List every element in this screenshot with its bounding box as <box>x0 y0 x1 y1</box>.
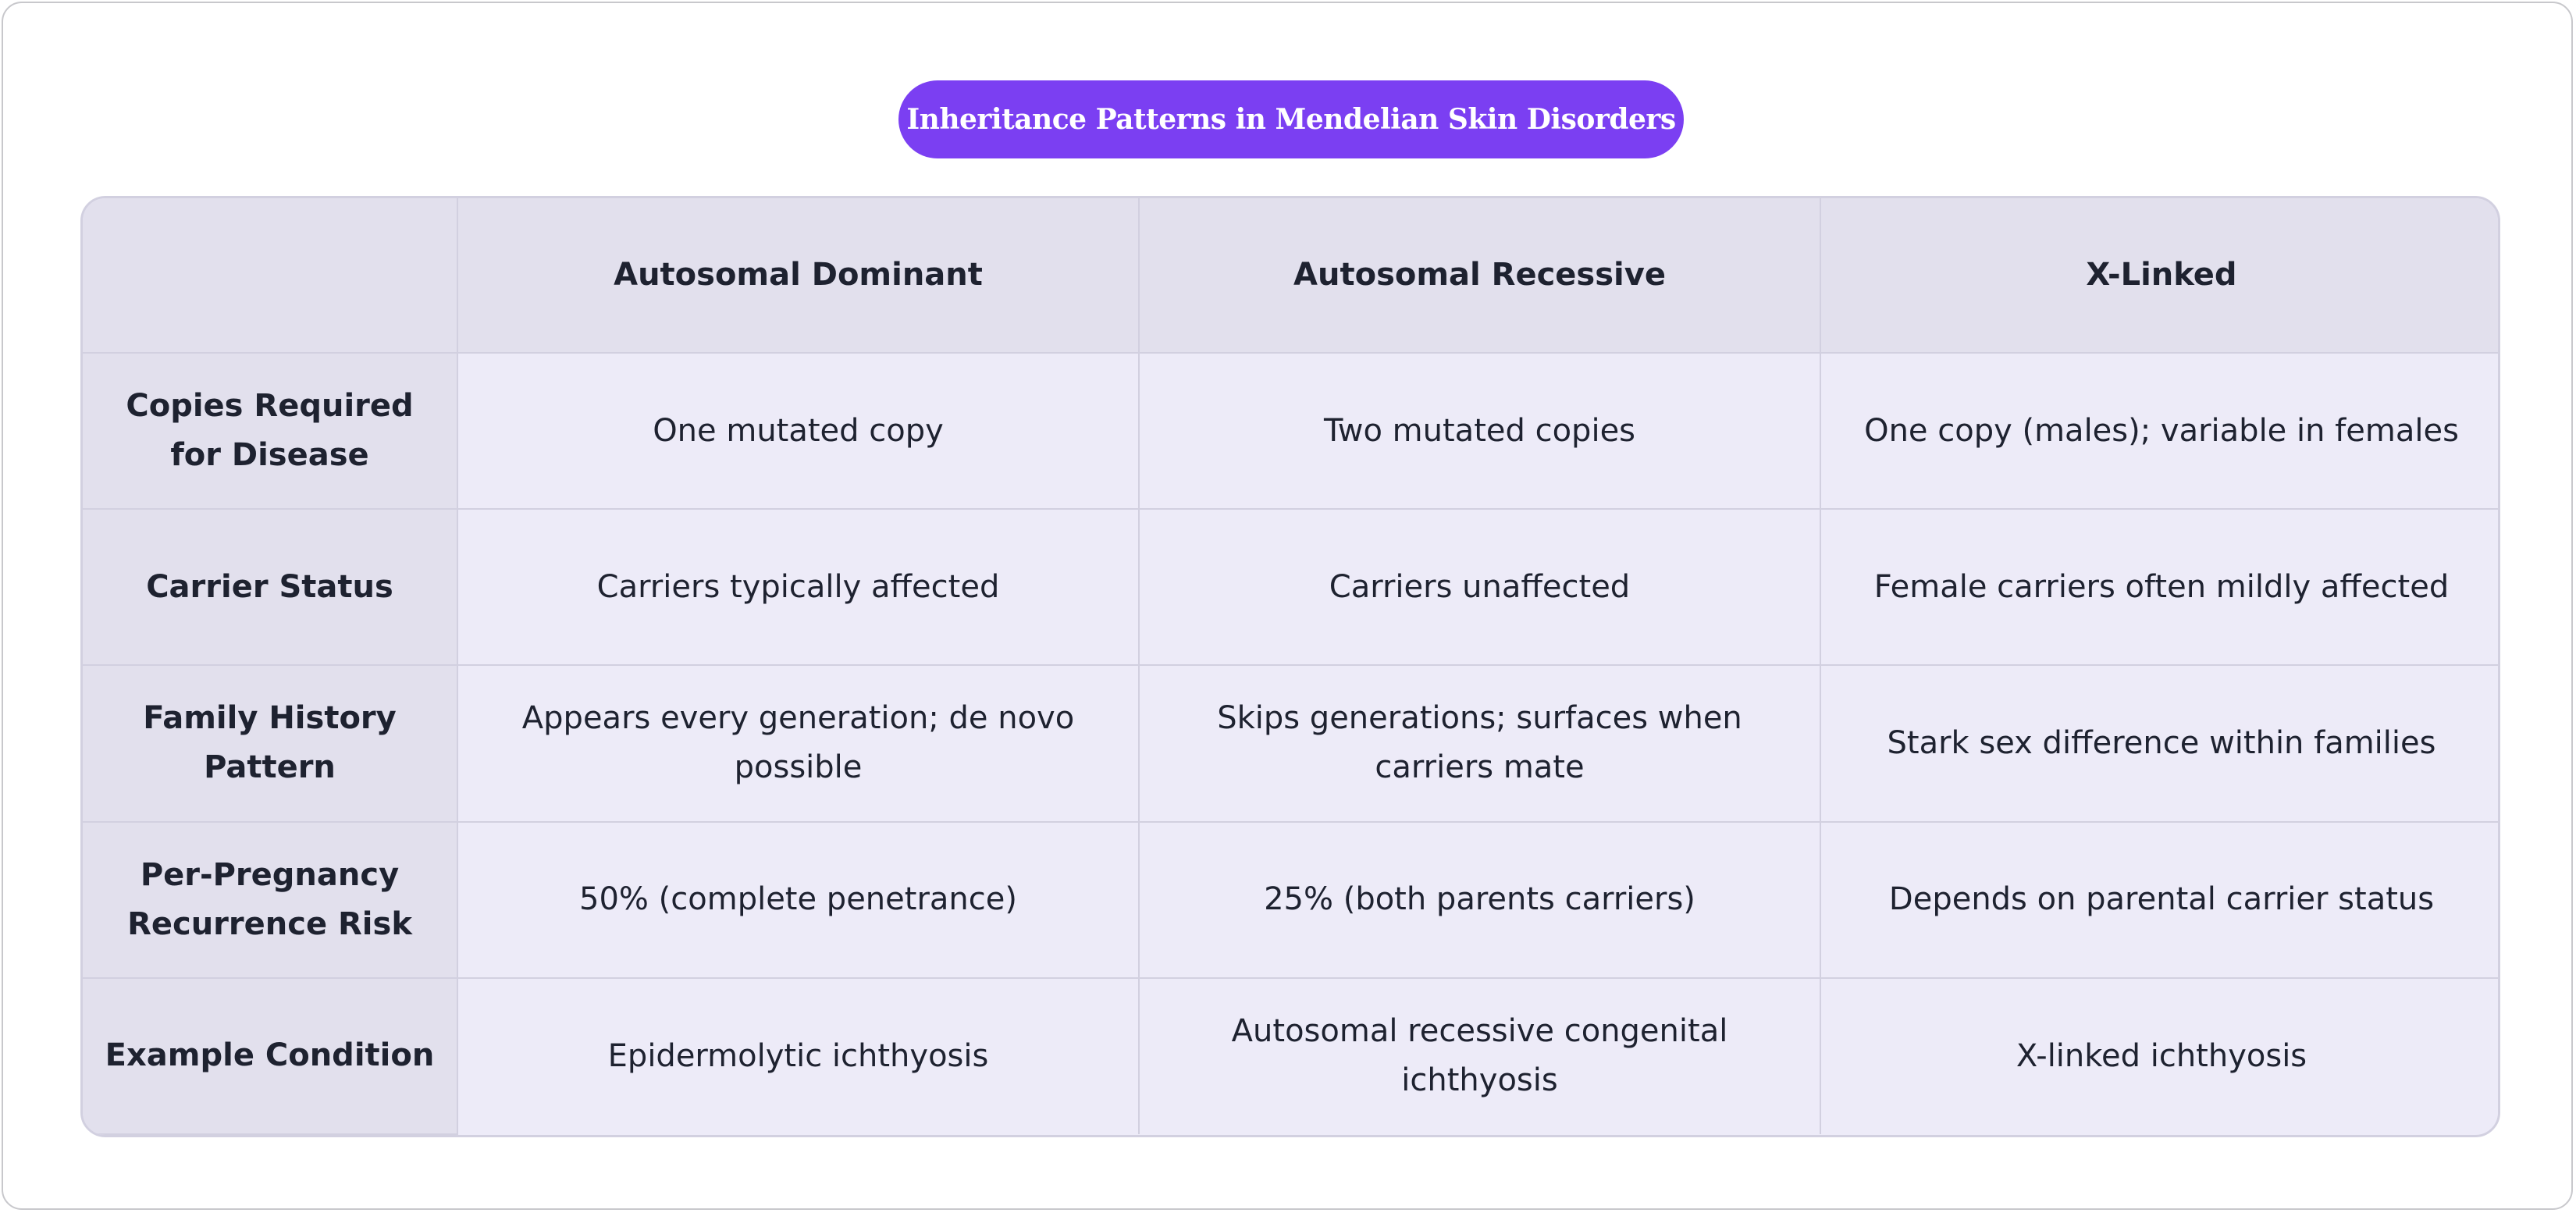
table-cell: Two mutated copies <box>1139 353 1820 509</box>
table-row <box>83 509 2500 665</box>
inheritance-table-container <box>80 196 2500 1137</box>
row-header-family-history: Family History Pattern <box>83 665 457 821</box>
table-cell: Depends on parental carrier status <box>1820 822 2500 978</box>
table-cell: Carriers unaffected <box>1139 509 1820 665</box>
table-header-row <box>83 198 2500 353</box>
table-cell: 25% (both parents carriers) <box>1139 822 1820 978</box>
document-frame <box>2 2 2573 1210</box>
table-cell: Stark sex difference within families <box>1820 665 2500 821</box>
table-row <box>83 978 2500 1134</box>
table-cell: Female carriers often mildly affected <box>1820 509 2500 665</box>
table-cell: One mutated copy <box>457 353 1139 509</box>
row-header-carrier-status: Carrier Status <box>83 509 457 665</box>
table-cell: 50% (complete penetrance) <box>457 822 1139 978</box>
table-cell: Carriers typically affected <box>457 509 1139 665</box>
column-header-autosomal-dominant: Autosomal Dominant <box>457 198 1139 353</box>
table-cell: Epidermolytic ichthyosis <box>457 978 1139 1134</box>
column-header-autosomal-recessive: Autosomal Recessive <box>1139 198 1820 353</box>
row-header-recurrence-risk: Per-Pregnancy Recurrence Risk <box>83 822 457 978</box>
table-cell: One copy (males); variable in females <box>1820 353 2500 509</box>
table-row <box>83 353 2500 509</box>
table-cell: Appears every generation; de novo possible <box>457 665 1139 821</box>
table-cell: X-linked ichthyosis <box>1820 978 2500 1134</box>
table-cell: Autosomal recessive congenital ichthyosis <box>1139 978 1820 1134</box>
row-header-example-condition: Example Condition <box>83 978 457 1134</box>
row-header-copies-required: Copies Required for Disease <box>83 353 457 509</box>
table-row <box>83 665 2500 821</box>
table-row <box>83 822 2500 978</box>
inheritance-table <box>83 198 2500 1135</box>
corner-cell <box>83 198 457 353</box>
page-title: Inheritance Patterns in Mendelian Skin Disorders <box>898 80 1684 158</box>
table-cell: Skips generations; surfaces when carriers mate <box>1139 665 1820 821</box>
column-header-x-linked: X-Linked <box>1820 198 2500 353</box>
